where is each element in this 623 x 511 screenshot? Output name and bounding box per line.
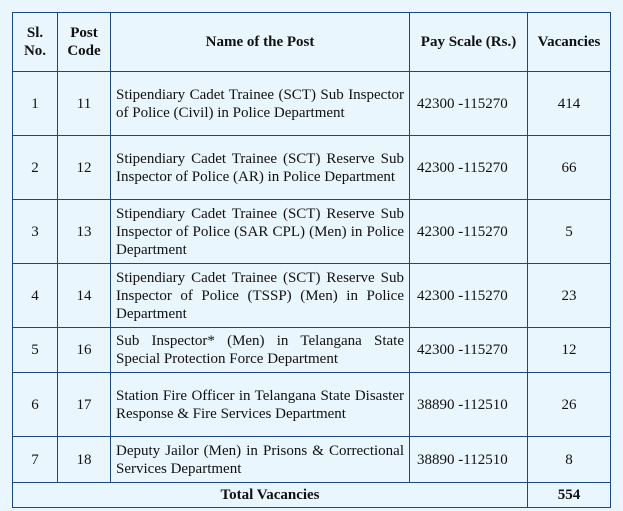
cell-post-name: Deputy Jailor (Men) in Prisons & Correctional Services Department: [111, 437, 410, 483]
cell-vacancies: 23: [528, 264, 611, 328]
total-value: 554: [528, 483, 611, 508]
cell-code: 12: [58, 136, 111, 200]
cell-pay: 42300 -115270: [410, 264, 528, 328]
header-post-code: Post Code: [58, 13, 111, 72]
table-row: [13, 328, 611, 373]
cell-vacancies: 414: [528, 72, 611, 136]
table-row: [13, 136, 611, 200]
cell-code: 17: [58, 373, 111, 437]
cell-sl: 1: [13, 72, 58, 136]
vacancy-table: [12, 12, 611, 508]
table-row: [13, 264, 611, 328]
cell-vacancies: 12: [528, 328, 611, 373]
cell-code: 18: [58, 437, 111, 483]
header-vacancies: Vacancies: [528, 13, 611, 72]
cell-code: 11: [58, 72, 111, 136]
cell-vacancies: 26: [528, 373, 611, 437]
cell-sl: 3: [13, 200, 58, 264]
table-row: [13, 200, 611, 264]
cell-post-name: Stipendiary Cadet Trainee (SCT) Reserve Sub Inspector of Police (TSSP) (Men) in Police Department: [111, 264, 410, 328]
cell-pay: 42300 -115270: [410, 72, 528, 136]
header-name: Name of the Post: [111, 13, 410, 72]
cell-code: 14: [58, 264, 111, 328]
cell-sl: 6: [13, 373, 58, 437]
cell-sl: 2: [13, 136, 58, 200]
cell-vacancies: 8: [528, 437, 611, 483]
cell-post-name: Stipendiary Cadet Trainee (SCT) Sub Inspector of Police (Civil) in Police Department: [111, 72, 410, 136]
cell-pay: 42300 -115270: [410, 328, 528, 373]
total-row: [13, 483, 611, 508]
cell-post-name: Stipendiary Cadet Trainee (SCT) Reserve Sub Inspector of Police (SAR CPL) (Men) in Police Department: [111, 200, 410, 264]
cell-code: 13: [58, 200, 111, 264]
cell-post-name: Stipendiary Cadet Trainee (SCT) Reserve Sub Inspector of Police (AR) in Police Department: [111, 136, 410, 200]
cell-pay: 38890 -112510: [410, 373, 528, 437]
header-row: [13, 13, 611, 72]
cell-vacancies: 5: [528, 200, 611, 264]
cell-code: 16: [58, 328, 111, 373]
cell-pay: 42300 -115270: [410, 200, 528, 264]
cell-vacancies: 66: [528, 136, 611, 200]
cell-sl: 5: [13, 328, 58, 373]
cell-sl: 4: [13, 264, 58, 328]
table-row: [13, 373, 611, 437]
table-row: [13, 437, 611, 483]
cell-pay: 42300 -115270: [410, 136, 528, 200]
table-row: [13, 72, 611, 136]
total-label: Total Vacancies: [13, 483, 528, 508]
cell-pay: 38890 -112510: [410, 437, 528, 483]
cell-post-name: Station Fire Officer in Telangana State Disaster Response & Fire Services Department: [111, 373, 410, 437]
cell-post-name: Sub Inspector* (Men) in Telangana State Special Protection Force Department: [111, 328, 410, 373]
header-pay-scale: Pay Scale (Rs.): [410, 13, 528, 72]
vacancy-table-container: [12, 12, 611, 508]
header-sl-no: Sl. No.: [13, 13, 58, 72]
cell-sl: 7: [13, 437, 58, 483]
